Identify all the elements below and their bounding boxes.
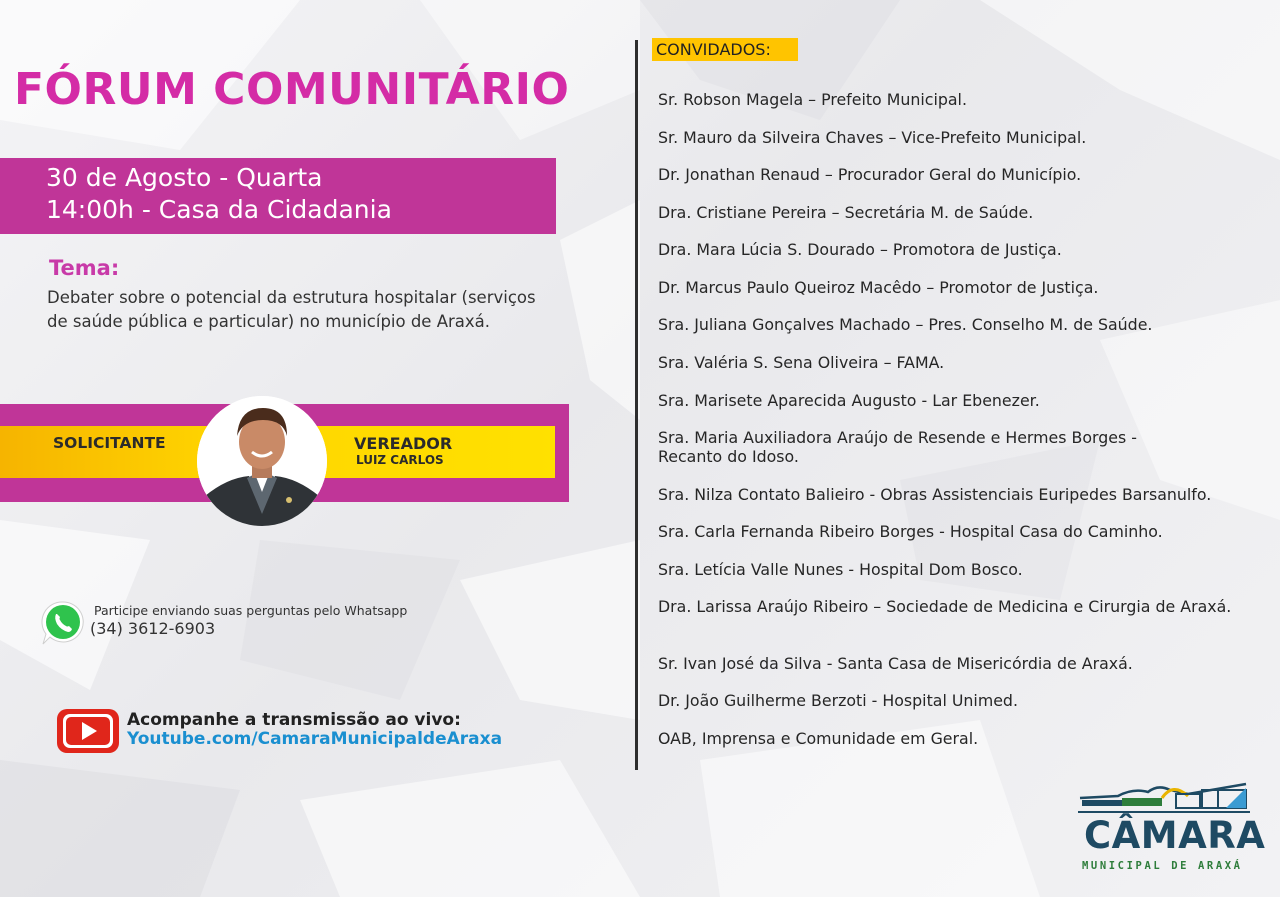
guest-item: Dra. Larissa Araújo Ribeiro – Sociedade de Medicina e Cirurgia de Araxá. bbox=[658, 597, 1232, 616]
event-time-place: 14:00h - Casa da Cidadania bbox=[46, 195, 392, 224]
camara-logo bbox=[1078, 778, 1266, 882]
page-title: FÓRUM COMUNITÁRIO bbox=[14, 64, 570, 115]
vereador-photo bbox=[197, 396, 327, 526]
guest-item: OAB, Imprensa e Comunidade em Geral. bbox=[658, 729, 979, 748]
guest-item: Sra. Marisete Aparecida Augusto - Lar Ebenezer. bbox=[658, 391, 1040, 410]
solicitante-label: SOLICITANTE bbox=[53, 434, 166, 452]
youtube-link[interactable]: Youtube.com/CamaraMunicipaldeAraxa bbox=[127, 729, 503, 749]
guest-item: Sra. Juliana Gonçalves Machado – Pres. Conselho M. de Saúde. bbox=[658, 315, 1153, 334]
tema-label: Tema: bbox=[49, 256, 120, 280]
guest-item: Dra. Cristiane Pereira – Secretária M. de Saúde. bbox=[658, 203, 1034, 222]
whatsapp-text: Participe enviando suas perguntas pelo Whatsapp bbox=[94, 603, 408, 618]
youtube-icon bbox=[56, 708, 120, 754]
guest-item: Dra. Mara Lúcia S. Dourado – Promotora de Justiça. bbox=[658, 240, 1062, 259]
guest-item: Sra. Valéria S. Sena Oliveira – FAMA. bbox=[658, 353, 945, 372]
vereador-name: LUIZ CARLOS bbox=[356, 453, 444, 467]
vereador-role: VEREADOR bbox=[354, 434, 453, 453]
guest-item: Dr. Marcus Paulo Queiroz Macêdo – Promotor de Justiça. bbox=[658, 278, 1099, 297]
logo-main-text: CÂMARA bbox=[1084, 814, 1266, 857]
tema-text: Debater sobre o potencial da estrutura hospitalar (serviços de saúde pública e particular) no município de Araxá. bbox=[47, 288, 536, 331]
youtube-caption: Acompanhe a transmissão ao vivo: bbox=[127, 710, 461, 730]
column-divider bbox=[635, 40, 638, 770]
event-date: 30 de Agosto - Quarta bbox=[46, 163, 323, 192]
event-date-banner bbox=[0, 158, 556, 234]
guest-item: Sr. Robson Magela – Prefeito Municipal. bbox=[658, 90, 967, 109]
whatsapp-phone: (34) 3612-6903 bbox=[90, 619, 216, 638]
guest-item: Dr. João Guilherme Berzoti - Hospital Unimed. bbox=[658, 691, 1018, 710]
guest-item: Sr. Mauro da Silveira Chaves – Vice-Prefeito Municipal. bbox=[658, 128, 1087, 147]
guest-item: Sra. Maria Auxiliadora Araújo de Resende e Hermes Borges - Recanto do Idoso. bbox=[658, 428, 1137, 466]
convidados-label: CONVIDADOS: bbox=[652, 38, 798, 61]
guest-item: Sra. Letícia Valle Nunes - Hospital Dom Bosco. bbox=[658, 560, 1023, 579]
logo-sub-text: MUNICIPAL DE ARAXÁ bbox=[1082, 860, 1243, 872]
whatsapp-icon bbox=[40, 599, 86, 647]
guest-item: Dr. Jonathan Renaud – Procurador Geral do Município. bbox=[658, 165, 1082, 184]
guest-item: Sra. Carla Fernanda Ribeiro Borges - Hospital Casa do Caminho. bbox=[658, 522, 1163, 541]
guest-item: Sra. Nilza Contato Balieiro - Obras Assistenciais Euripedes Barsanulfo. bbox=[658, 485, 1212, 504]
guest-item: Sr. Ivan José da Silva - Santa Casa de Misericórdia de Araxá. bbox=[658, 654, 1133, 673]
